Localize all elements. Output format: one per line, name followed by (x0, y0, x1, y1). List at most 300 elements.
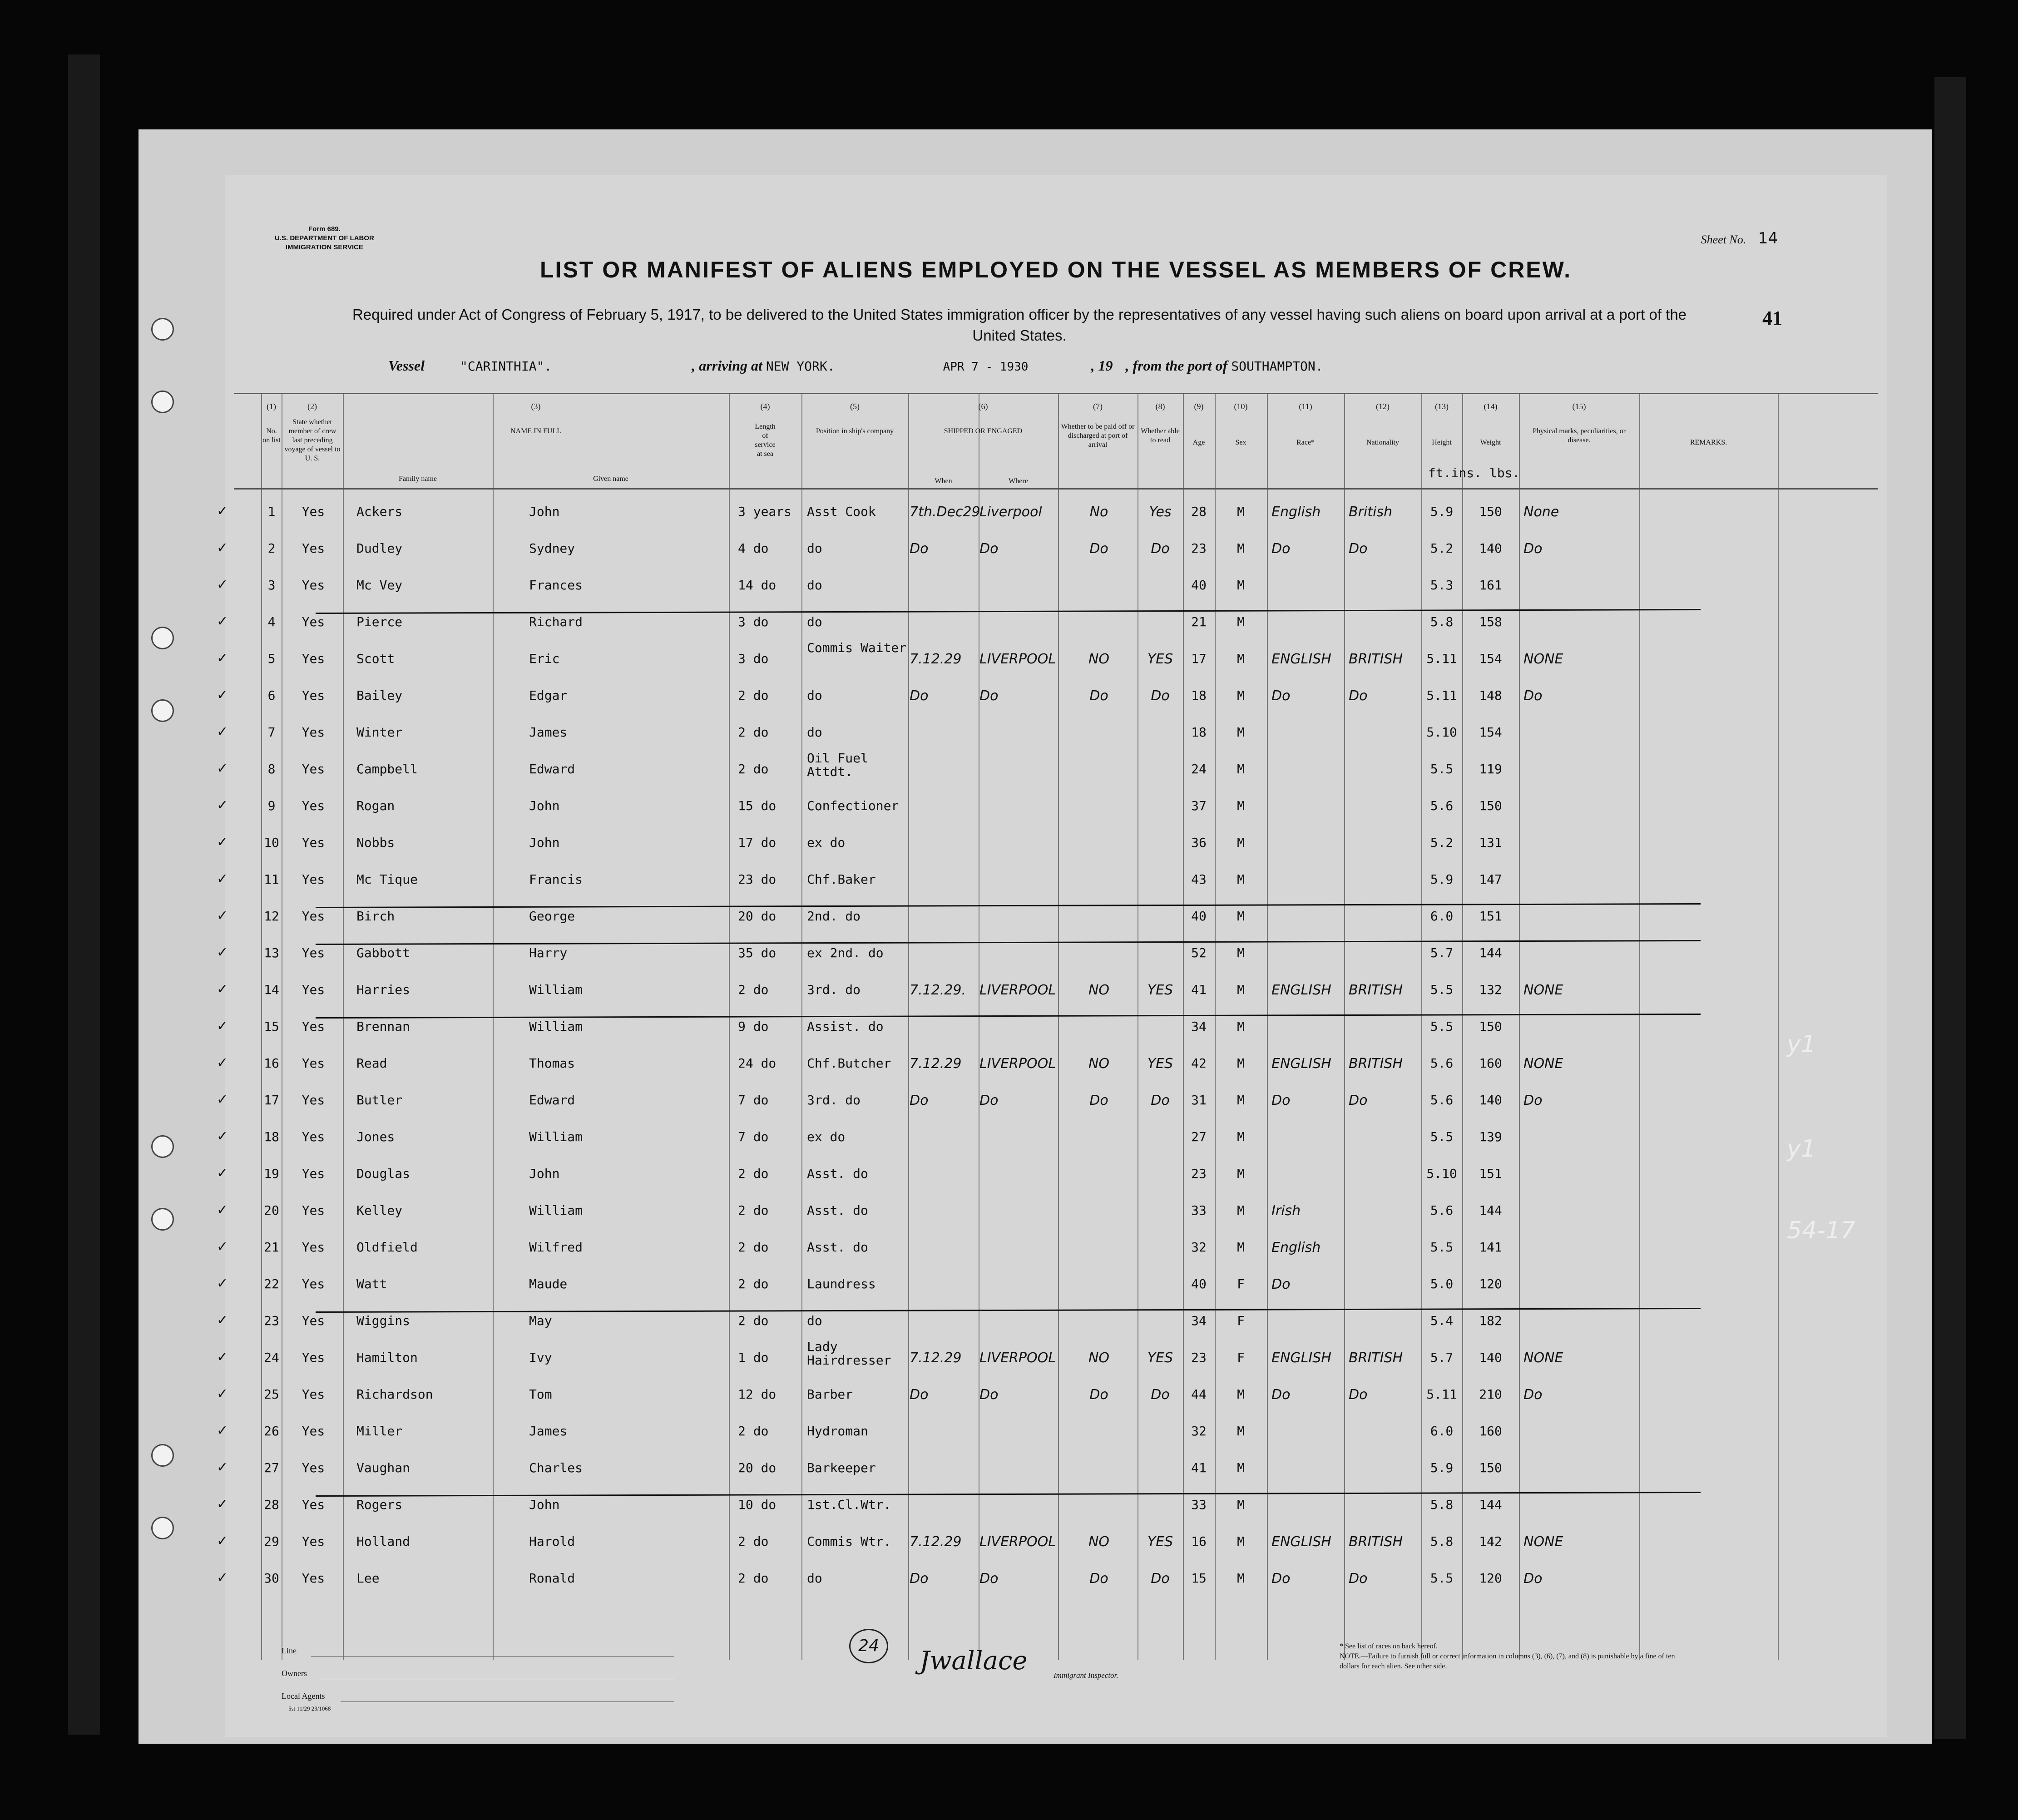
cell-length: 10 do (738, 1497, 777, 1512)
cell-state: Yes (302, 1460, 325, 1475)
cell-given: Eric (529, 651, 560, 666)
form-service: IMMIGRATION SERVICE (285, 243, 363, 251)
cell-weight: 161 (1479, 578, 1502, 593)
cell-family: Butler (356, 1093, 403, 1108)
cell-weight: 158 (1479, 614, 1502, 629)
cell-given: Ronald (529, 1571, 575, 1586)
cell-no: 13 (264, 945, 279, 960)
cell-where: LIVERPOOL (979, 1350, 1056, 1366)
cell-when: Do (910, 1571, 929, 1587)
from-label: , from the port of (1125, 357, 1228, 374)
cell-no: 18 (264, 1129, 279, 1144)
cell-age: 28 (1191, 504, 1207, 519)
cell-weight: 154 (1479, 725, 1502, 740)
cell-when: 7.12.29 (910, 651, 962, 667)
cell-state: Yes (302, 1313, 325, 1328)
column-number: (8) (1155, 402, 1165, 411)
check-mark-icon: ✓ (217, 871, 228, 887)
cell-age: 41 (1191, 1460, 1207, 1475)
manifest-table (217, 393, 1878, 1660)
form-identifier (275, 225, 374, 252)
cell-position: Lady Hairdresser (807, 1339, 891, 1368)
cell-state: Yes (302, 762, 325, 776)
cell-state: Yes (302, 651, 325, 666)
cell-position: Asst. do (807, 1240, 868, 1255)
table-row (217, 1005, 1878, 1042)
cell-weight: 150 (1479, 1460, 1502, 1475)
table-row (217, 1410, 1878, 1446)
header-shipped: SHIPPED OR ENGAGED (944, 427, 1023, 435)
check-mark-icon: ✓ (217, 650, 228, 666)
punch-hole (151, 1135, 174, 1158)
cell-height: 5.2 (1430, 835, 1454, 850)
header-age: Age (1192, 439, 1205, 446)
column-number: (5) (850, 402, 860, 411)
cell-paid: Do (1089, 1571, 1108, 1587)
table-row (217, 1300, 1878, 1336)
header-position: Position in ship's company (816, 427, 894, 435)
table-row (217, 1447, 1878, 1483)
cell-race: Do (1271, 1387, 1291, 1403)
cell-given: Wilfred (529, 1240, 583, 1255)
check-mark-icon: ✓ (217, 1533, 228, 1549)
cell-position: Hydroman (807, 1424, 868, 1439)
header-when: When (935, 477, 952, 485)
cell-no: 25 (264, 1387, 279, 1402)
cell-weight: 144 (1479, 1203, 1502, 1218)
header-paid-off: Whether to be paid off or discharged at port of arrival (1061, 423, 1135, 449)
cell-age: 33 (1191, 1203, 1207, 1218)
column-number: (12) (1376, 402, 1390, 411)
cell-sex: M (1237, 1019, 1245, 1034)
cell-race: Do (1271, 541, 1291, 557)
check-mark-icon: ✓ (217, 797, 228, 813)
cell-given: William (529, 1019, 583, 1034)
cell-height: 5.5 (1430, 762, 1454, 776)
cell-weight: 141 (1479, 1240, 1502, 1255)
cell-height: 5.5 (1430, 982, 1454, 997)
table-row (217, 1484, 1878, 1520)
cell-length: 1 do (738, 1350, 769, 1365)
cell-length: 2 do (738, 725, 769, 740)
footer-owners-label: Owners (282, 1669, 307, 1678)
cell-sex: M (1237, 578, 1245, 593)
cell-no: 19 (264, 1166, 279, 1181)
check-mark-icon: ✓ (217, 945, 228, 960)
cell-age: 40 (1191, 578, 1207, 593)
sheet-number (1701, 229, 1778, 247)
cell-weight: 147 (1479, 872, 1502, 887)
cell-no: 11 (264, 872, 279, 887)
check-mark-icon: ✓ (217, 1459, 228, 1475)
cell-position: ex do (807, 835, 846, 850)
cell-when: Do (910, 1387, 929, 1403)
cell-when: Do (910, 1093, 929, 1108)
table-row (217, 490, 1878, 527)
cell-family: Holland (356, 1534, 411, 1549)
cell-family: Vaughan (356, 1460, 411, 1475)
cell-state: Yes (302, 1129, 325, 1144)
cell-where: LIVERPOOL (979, 651, 1056, 667)
cell-length: 7 do (738, 1129, 769, 1144)
cell-state: Yes (302, 1276, 325, 1291)
cell-family: Brennan (356, 1019, 411, 1034)
check-mark-icon: ✓ (217, 1128, 228, 1144)
cell-state: Yes (302, 1240, 325, 1255)
table-row (217, 785, 1878, 821)
column-number: (6) (978, 402, 988, 411)
cell-family: Mc Tique (356, 872, 418, 887)
cell-state: Yes (302, 541, 325, 556)
cell-height: 5.6 (1430, 1203, 1454, 1218)
cell-given: Frances (529, 578, 583, 593)
check-mark-icon: ✓ (217, 1496, 228, 1512)
cell-sex: M (1237, 1056, 1245, 1071)
cell-read: Yes (1149, 504, 1172, 520)
cell-age: 33 (1191, 1497, 1207, 1512)
margin-note: y1 (1787, 1031, 1816, 1058)
cell-state: Yes (302, 909, 325, 924)
cell-age: 27 (1191, 1129, 1207, 1144)
cell-state: Yes (302, 1056, 325, 1071)
cell-when: 7th.Dec29 (910, 504, 980, 520)
check-mark-icon: ✓ (217, 1423, 228, 1439)
cell-no: 7 (267, 725, 276, 740)
table-row (217, 601, 1878, 637)
cell-no: 29 (264, 1534, 279, 1549)
table-row (217, 821, 1878, 858)
cell-given: Tom (529, 1387, 552, 1402)
strike-through-line (316, 1014, 1701, 1019)
cell-race: ENGLISH (1271, 1534, 1331, 1550)
cell-age: 16 (1191, 1534, 1207, 1549)
year-prefix: , 19 (1091, 357, 1113, 374)
header-height: Height (1432, 439, 1452, 446)
cell-race: ENGLISH (1271, 1350, 1331, 1366)
header-name: NAME IN FULL (510, 427, 561, 435)
cell-family: Bailey (356, 688, 403, 703)
cell-weight: 150 (1479, 504, 1502, 519)
check-mark-icon: ✓ (217, 540, 228, 556)
check-mark-icon: ✓ (217, 503, 228, 519)
check-mark-icon: ✓ (217, 1239, 228, 1255)
cell-length: 2 do (738, 1203, 769, 1218)
punch-hole (151, 391, 174, 413)
cell-physical: NONE (1523, 982, 1563, 998)
cell-state: Yes (302, 1166, 325, 1181)
cell-physical: NONE (1523, 651, 1563, 667)
check-mark-icon: ✓ (217, 1349, 228, 1365)
cell-weight: 148 (1479, 688, 1502, 703)
cell-age: 32 (1191, 1424, 1207, 1439)
cell-no: 14 (264, 982, 279, 997)
punch-hole (151, 1517, 174, 1539)
cell-sex: M (1237, 1497, 1245, 1512)
page-subtitle: Required under Act of Congress of February 5, 1917, to be delivered to the United States immigration officer by the representatives of any vessel having such aliens on board upon arrival at a port of the United States. (352, 306, 1687, 344)
strike-through-line (316, 903, 1701, 908)
cell-state: Yes (302, 1534, 325, 1549)
cell-race: ENGLISH (1271, 651, 1331, 667)
cell-state: Yes (302, 725, 325, 740)
cell-given: Harold (529, 1534, 575, 1549)
cell-when: 7.12.29 (910, 1350, 962, 1366)
cell-given: John (529, 1497, 560, 1512)
cell-weight: 210 (1479, 1387, 1502, 1402)
cell-position: Commis Wtr. (807, 1534, 891, 1549)
header-read: Whether able to read (1141, 427, 1180, 444)
header-no: No. on list (262, 427, 281, 444)
cell-no: 10 (264, 835, 279, 850)
table-row (217, 564, 1878, 600)
cell-length: 35 do (738, 945, 777, 960)
strike-through-line (316, 1492, 1701, 1497)
cell-sex: M (1237, 1387, 1245, 1402)
cell-sex: M (1237, 1424, 1245, 1439)
table-row (217, 1520, 1878, 1557)
cell-state: Yes (302, 1019, 325, 1034)
cell-nationality: BRITISH (1349, 1056, 1403, 1072)
cell-read: Do (1151, 541, 1170, 557)
cell-length: 14 do (738, 578, 777, 593)
cell-where: Do (979, 1387, 999, 1403)
cell-family: Winter (356, 725, 403, 740)
cell-age: 40 (1191, 1276, 1207, 1291)
cell-position: Asst. do (807, 1166, 868, 1181)
punch-hole (151, 699, 174, 722)
cell-state: Yes (302, 982, 325, 997)
cell-position: Commis Waiter (807, 640, 907, 655)
cell-race: ENGLISH (1271, 1056, 1331, 1072)
cell-race: Do (1271, 1571, 1291, 1587)
header-length: Length of service at sea (755, 423, 776, 458)
cell-sex: M (1237, 762, 1245, 776)
cell-state: Yes (302, 835, 325, 850)
cell-given: John (529, 798, 560, 813)
header-given-name: Given name (593, 475, 628, 483)
cell-family: Watt (356, 1276, 387, 1291)
check-mark-icon: ✓ (217, 761, 228, 776)
cell-weight: 131 (1479, 835, 1502, 850)
check-mark-icon: ✓ (217, 724, 228, 740)
cell-length: 2 do (738, 1534, 769, 1549)
cell-family: Harries (356, 982, 411, 997)
cell-given: William (529, 982, 583, 997)
form-department: U.S. DEPARTMENT OF LABOR (275, 234, 374, 242)
cell-position: Asst. do (807, 1203, 868, 1218)
header-remarks: REMARKS. (1690, 439, 1727, 446)
inspector-signature: Jwallace (920, 1646, 1028, 1676)
cell-family: Scott (356, 651, 395, 666)
column-number: (14) (1484, 402, 1498, 411)
footnote-penalty: NOTE.—Failure to furnish full or correct information in columns (3), (6), (7), and (8) is punishable by a fine of ten dollars for each alien. See other side. (1340, 1652, 1675, 1670)
cell-length: 15 do (738, 798, 777, 813)
cell-height: 5.5 (1430, 1571, 1454, 1586)
footnote-races: * See list of races on back hereof. (1340, 1642, 1438, 1650)
cell-given: Harry (529, 945, 568, 960)
cell-sex: M (1237, 614, 1245, 629)
strike-through-line (316, 609, 1701, 614)
column-number: (10) (1234, 402, 1248, 411)
cell-sex: M (1237, 1460, 1245, 1475)
cell-age: 23 (1191, 1166, 1207, 1181)
cell-nationality: BRITISH (1349, 651, 1403, 667)
cell-age: 18 (1191, 688, 1207, 703)
punch-hole (151, 1444, 174, 1467)
column-number: (2) (307, 402, 317, 411)
cell-given: William (529, 1203, 583, 1218)
cell-family: Douglas (356, 1166, 411, 1181)
cell-height: 5.3 (1430, 578, 1454, 593)
table-row (217, 1189, 1878, 1226)
cell-length: 4 do (738, 541, 769, 556)
cell-age: 17 (1191, 651, 1207, 666)
cell-family: Dudley (356, 541, 403, 556)
cell-height: 5.10 (1426, 725, 1457, 740)
cell-age: 23 (1191, 1350, 1207, 1365)
footer-agents-label: Local Agents (282, 1691, 325, 1701)
cell-paid: NO (1088, 1534, 1110, 1550)
check-mark-icon: ✓ (217, 1165, 228, 1181)
cell-read: YES (1147, 651, 1173, 667)
check-mark-icon: ✓ (217, 1386, 228, 1402)
table-row (217, 711, 1878, 747)
cell-sex: M (1237, 1571, 1245, 1586)
cell-where: LIVERPOOL (979, 1534, 1056, 1550)
cell-given: Sydney (529, 541, 575, 556)
cell-age: 42 (1191, 1056, 1207, 1071)
cell-height: 5.8 (1430, 1497, 1454, 1512)
cell-no: 9 (267, 798, 276, 813)
cell-when: 7.12.29 (910, 1056, 962, 1072)
cell-sex: F (1237, 1276, 1245, 1291)
column-number: (3) (531, 402, 541, 411)
cell-sex: M (1237, 1534, 1245, 1549)
check-mark-icon: ✓ (217, 1276, 228, 1291)
column-number: (11) (1299, 402, 1312, 411)
cell-sex: M (1237, 1203, 1245, 1218)
cell-height: 5.8 (1430, 614, 1454, 629)
cell-where: Do (979, 688, 999, 704)
cell-read: YES (1147, 982, 1173, 998)
units-label: ft.ins. lbs. (1428, 465, 1520, 480)
table-row (217, 1152, 1878, 1189)
cell-nationality: Do (1349, 541, 1368, 557)
cell-state: Yes (302, 688, 325, 703)
check-mark-icon: ✓ (217, 1055, 228, 1071)
cell-given: Edward (529, 1093, 575, 1108)
cell-race: ENGLISH (1271, 982, 1331, 998)
cell-weight: 182 (1479, 1313, 1502, 1328)
cell-no: 28 (264, 1497, 279, 1512)
cell-given: Charles (529, 1460, 583, 1475)
film-border-left (68, 54, 100, 1735)
cell-physical: NONE (1523, 1534, 1563, 1550)
cell-weight: 120 (1479, 1571, 1502, 1586)
cell-nationality: BRITISH (1349, 982, 1403, 998)
cell-nationality: British (1349, 504, 1392, 520)
cell-weight: 160 (1479, 1424, 1502, 1439)
cell-weight: 140 (1479, 1093, 1502, 1108)
cell-no: 23 (264, 1313, 279, 1328)
cell-no: 8 (267, 762, 276, 776)
cell-sex: M (1237, 688, 1245, 703)
table-row (217, 932, 1878, 968)
cell-position: Confectioner (807, 798, 899, 813)
cell-read: Do (1151, 1571, 1170, 1587)
cell-physical: Do (1523, 541, 1543, 557)
cell-family: Rogan (356, 798, 395, 813)
cell-position: ex 2nd. do (807, 945, 884, 960)
cell-where: Do (979, 541, 999, 557)
cell-length: 7 do (738, 1093, 769, 1108)
cell-given: George (529, 909, 575, 924)
cell-weight: 151 (1479, 909, 1502, 924)
strike-through-line (316, 940, 1701, 945)
cell-given: Ivy (529, 1350, 552, 1365)
cell-state: Yes (302, 1571, 325, 1586)
cell-length: 3 years (738, 504, 792, 519)
cell-state: Yes (302, 1093, 325, 1108)
cell-position: Assist. do (807, 1019, 884, 1034)
cell-state: Yes (302, 872, 325, 887)
cell-state: Yes (302, 1203, 325, 1218)
cell-state: Yes (302, 614, 325, 629)
check-mark-icon: ✓ (217, 908, 228, 924)
cell-state: Yes (302, 1387, 325, 1402)
cell-no: 6 (267, 688, 276, 703)
column-number: (7) (1093, 402, 1103, 411)
cell-given: James (529, 725, 568, 740)
cell-no: 1 (267, 504, 276, 519)
cell-position: do (807, 578, 822, 593)
cell-sex: M (1237, 1093, 1245, 1108)
cell-given: Edward (529, 762, 575, 776)
cell-age: 43 (1191, 872, 1207, 887)
cell-position: do (807, 1571, 822, 1586)
cell-age: 18 (1191, 725, 1207, 740)
page-number: 41 (1762, 307, 1782, 329)
cell-weight: 150 (1479, 1019, 1502, 1034)
cell-physical: Do (1523, 1093, 1543, 1108)
cell-nationality: BRITISH (1349, 1534, 1403, 1550)
cell-height: 6.0 (1430, 1424, 1454, 1439)
cell-weight: 140 (1479, 541, 1502, 556)
cell-no: 24 (264, 1350, 279, 1365)
footer-rule (341, 1701, 674, 1702)
cell-family: Jones (356, 1129, 395, 1144)
cell-length: 2 do (738, 1571, 769, 1586)
cell-family: Miller (356, 1424, 403, 1439)
cell-weight: 154 (1479, 651, 1502, 666)
cell-position: do (807, 541, 822, 556)
cell-length: 2 do (738, 1313, 769, 1328)
cell-state: Yes (302, 578, 325, 593)
cell-read: Do (1151, 1093, 1170, 1108)
header-bottom-rule (234, 488, 1878, 490)
cell-family: Oldfield (356, 1240, 418, 1255)
cell-age: 36 (1191, 835, 1207, 850)
cell-height: 5.0 (1430, 1276, 1454, 1291)
cell-given: May (529, 1313, 552, 1328)
cell-height: 5.6 (1430, 1093, 1454, 1108)
cell-paid: NO (1088, 1056, 1110, 1072)
cell-family: Rogers (356, 1497, 403, 1512)
cell-age: 32 (1191, 1240, 1207, 1255)
vessel-name: "CARINTHIA". (460, 359, 552, 374)
column-number: (15) (1572, 402, 1586, 411)
cell-family: Kelley (356, 1203, 403, 1218)
cell-paid: NO (1088, 982, 1110, 998)
